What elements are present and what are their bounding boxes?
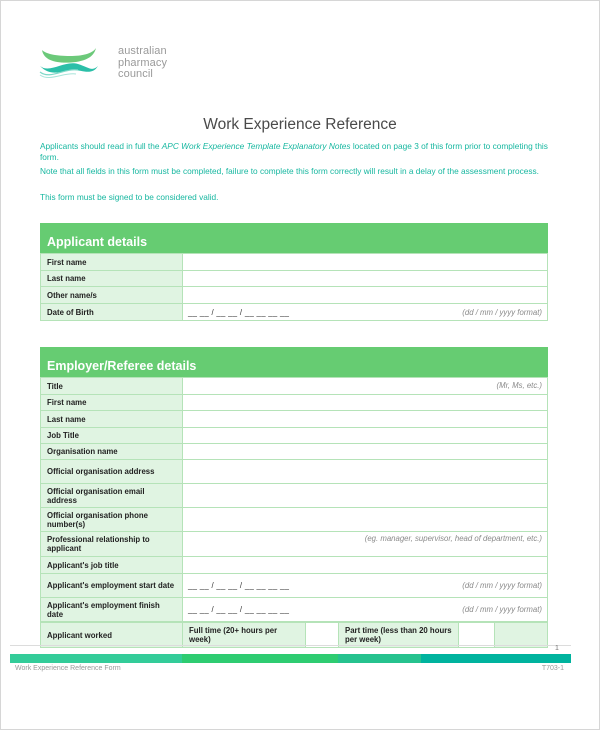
field-label: Job Title (41, 428, 183, 444)
organisation-name-input[interactable] (183, 444, 548, 460)
field-label: First name (41, 395, 183, 411)
bar-segment (182, 654, 338, 663)
field-label: Title (41, 378, 183, 395)
field-label: Official organisation email address (41, 484, 183, 508)
intro-paragraph-3: This form must be signed to be considered valid. (40, 192, 219, 202)
format-hint: (dd / mm / yyyy format) (462, 581, 542, 590)
field-label: First name (41, 254, 183, 271)
full-time-label: Full time (20+ hours per week) (183, 623, 306, 648)
logo-wordmark (118, 46, 167, 81)
last-name-input[interactable] (183, 271, 548, 287)
field-label: Official organisation phone number(s) (41, 508, 183, 532)
date-placeholder: __ __ / __ __ / __ __ __ __ (188, 581, 290, 590)
table-row (41, 484, 548, 508)
format-hint: (Mr, Ms, etc.) (496, 381, 542, 390)
bar-segment (338, 654, 421, 663)
other-names-input[interactable] (183, 287, 548, 304)
table-row (41, 287, 548, 304)
field-label: Last name (41, 271, 183, 287)
professional-relationship-input[interactable] (183, 532, 548, 557)
table-row (41, 378, 548, 395)
footer-color-bar (10, 654, 571, 663)
logo-line-2: pharmacy (118, 56, 168, 69)
table-row (41, 304, 548, 321)
table-row (41, 574, 548, 598)
intro-paragraph-1 (40, 141, 550, 162)
employer-referee-section (40, 347, 548, 648)
date-placeholder: __ __ / __ __ / __ __ __ __ (188, 605, 290, 614)
organisation-phone-input[interactable] (183, 508, 548, 532)
referee-first-name-input[interactable] (183, 395, 548, 411)
date-of-birth-input[interactable] (183, 304, 548, 321)
page-title: Work Experience Reference (203, 116, 397, 133)
referee-job-title-input[interactable] (183, 428, 548, 444)
footer-divider (10, 645, 571, 646)
field-label: Date of Birth (41, 304, 183, 321)
field-label: Applicant's employment finish date (41, 598, 183, 622)
full-time-checkbox[interactable] (306, 623, 339, 648)
logo-line-1: australian (118, 45, 167, 57)
employment-finish-date-input[interactable] (183, 598, 548, 622)
first-name-input[interactable] (183, 254, 548, 271)
field-label: Official organisation address (41, 460, 183, 484)
applicant-job-title-input[interactable] (183, 557, 548, 574)
section-header: Applicant details (40, 223, 548, 253)
field-label: Professional relationship to applicant (41, 532, 183, 557)
footer-form-code: T703-1 (541, 665, 564, 672)
table-row (41, 557, 548, 574)
referee-title-input[interactable] (183, 378, 548, 395)
page-number: 1 (555, 645, 559, 652)
table-row (41, 508, 548, 532)
table-row (41, 598, 548, 622)
section-header: Employer/Referee details (40, 347, 548, 377)
format-hint: (dd / mm / yyyy format) (462, 605, 542, 614)
employer-details-table (40, 377, 548, 622)
applicant-details-section (40, 223, 548, 321)
table-row (41, 532, 548, 557)
table-row (41, 623, 548, 648)
table-row (41, 428, 548, 444)
field-label: Organisation name (41, 444, 183, 460)
field-label: Other name/s (41, 287, 183, 304)
intro-text: located on page 3 of this form prior to completing this form. (40, 141, 548, 162)
table-row (41, 411, 548, 428)
field-label: Applicant's employment start date (41, 574, 183, 598)
part-time-label: Part time (less than 20 hours per week) (339, 623, 459, 648)
logo (38, 44, 208, 84)
footer-form-name: Work Experience Reference Form (15, 665, 121, 672)
trailing-cell (495, 623, 548, 648)
format-hint: (dd / mm / yyyy format) (462, 308, 542, 317)
referee-last-name-input[interactable] (183, 411, 548, 428)
date-placeholder: __ __ / __ __ / __ __ __ __ (188, 307, 290, 317)
part-time-checkbox[interactable] (459, 623, 495, 648)
logo-line-3: council (118, 68, 153, 80)
apc-logo-icon (38, 44, 110, 84)
intro-text: Applicants should read in full the (40, 141, 162, 151)
explanatory-notes-reference: APC Work Experience Template Explanatory Notes (161, 141, 351, 151)
intro-paragraph-2: Note that all fields in this form must be completed, failure to complete this form correctly will result in a delay of the assessment process. (40, 166, 539, 176)
table-row (41, 395, 548, 411)
organisation-address-input[interactable] (183, 460, 548, 484)
organisation-email-input[interactable] (183, 484, 548, 508)
table-row (41, 271, 548, 287)
table-row (41, 444, 548, 460)
bar-segment (421, 654, 571, 663)
field-label: Applicant worked (41, 623, 183, 648)
format-hint: (eg. manager, supervisor, head of department, etc.) (364, 534, 542, 543)
employment-start-date-input[interactable] (183, 574, 548, 598)
table-row (41, 460, 548, 484)
field-label: Applicant's job title (41, 557, 183, 574)
applicant-details-table (40, 253, 548, 321)
field-label: Last name (41, 411, 183, 428)
bar-segment (10, 654, 182, 663)
table-row (41, 254, 548, 271)
